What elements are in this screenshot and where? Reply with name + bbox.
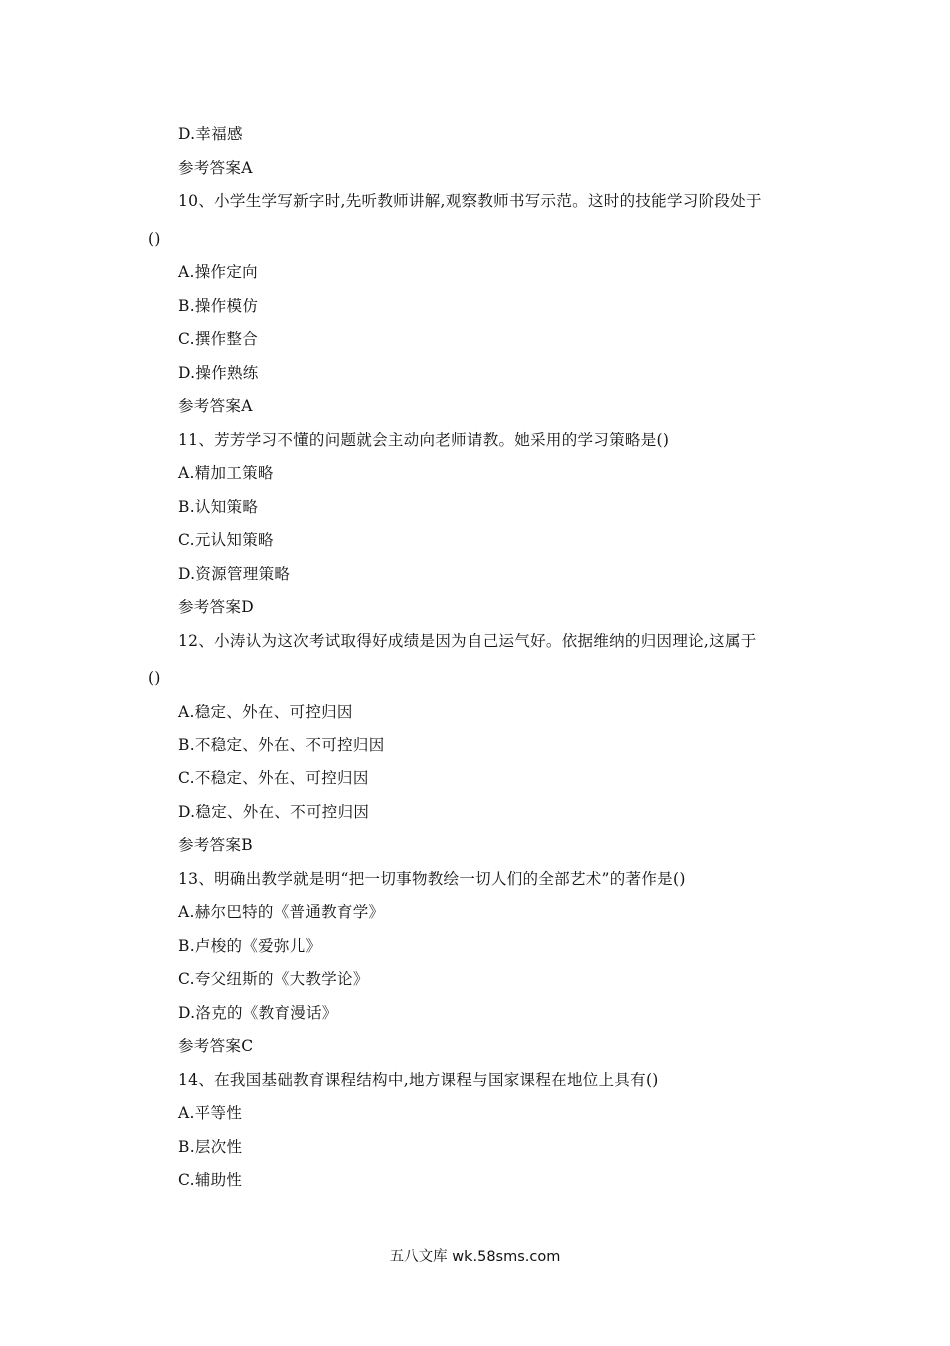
option-line: D.资源管理策略 (178, 565, 291, 583)
option-line: C.撰作整合 (178, 330, 259, 348)
option-line: D.洛克的《教育漫话》 (178, 1004, 338, 1022)
option-line: B.认知策略 (178, 498, 259, 516)
answer-line: 参考答案B (178, 836, 253, 854)
answer-line: 参考答案A (178, 159, 253, 177)
option-line: C.元认知策略 (178, 531, 274, 549)
option-line: D.幸福感 (178, 125, 243, 143)
option-line: C.夸父纽斯的《大教学论》 (178, 970, 369, 988)
question-line: 10、小学生学写新字时,先听教师讲解,观察教师书写示范。这时的技能学习阶段处于 (178, 192, 762, 210)
page-footer: 五八文库 wk.58sms.com (389, 1249, 561, 1265)
question-continuation: () (148, 669, 161, 687)
question-line: 11、芳芳学习不懂的问题就会主动向老师请教。她采用的学习策略是() (178, 431, 670, 449)
option-line: B.层次性 (178, 1138, 243, 1156)
question-line: 14、在我国基础教育课程结构中,地方课程与国家课程在地位上具有() (178, 1071, 659, 1089)
answer-line: 参考答案A (178, 397, 253, 415)
question-continuation: () (148, 230, 161, 248)
option-line: D.操作熟练 (178, 364, 259, 382)
option-line: C.不稳定、外在、可控归因 (178, 769, 369, 787)
answer-line: 参考答案D (178, 598, 254, 616)
option-line: D.稳定、外在、不可控归因 (178, 803, 370, 821)
option-line: B.不稳定、外在、不可控归因 (178, 736, 385, 754)
option-line: B.卢梭的《爱弥儿》 (178, 937, 322, 955)
option-line: A.精加工策略 (178, 464, 274, 482)
answer-line: 参考答案C (178, 1037, 254, 1055)
option-line: A.稳定、外在、可控归因 (178, 703, 353, 721)
question-line: 12、小涛认为这次考试取得好成绩是因为自己运气好。依据维纳的归因理论,这属于 (178, 632, 757, 650)
option-line: B.操作模仿 (178, 297, 259, 315)
option-line: C.辅助性 (178, 1171, 243, 1189)
question-line: 13、明确出教学就是明“把一切事物教绘一切人们的全部艺术”的著作是() (178, 870, 686, 888)
option-line: A.赫尔巴特的《普通教育学》 (178, 903, 385, 921)
option-line: A.操作定向 (178, 263, 258, 281)
option-line: A.平等性 (178, 1104, 243, 1122)
